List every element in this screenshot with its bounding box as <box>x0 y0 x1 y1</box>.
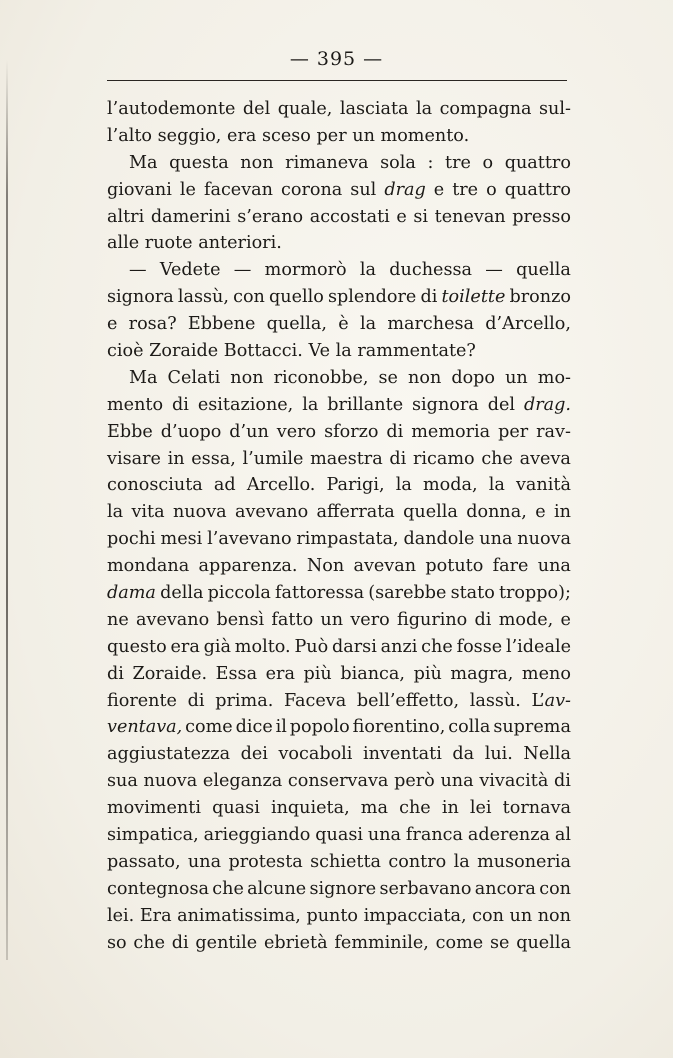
word: Ebbene <box>187 314 256 335</box>
word: potuto <box>425 556 484 577</box>
word: visare <box>107 448 161 469</box>
word: colla <box>448 717 491 738</box>
word: damerini <box>150 206 231 227</box>
word: Celati <box>167 367 221 388</box>
word: la <box>359 314 377 335</box>
word: però <box>394 771 435 792</box>
word: rav- <box>536 421 571 442</box>
word: che <box>133 932 165 953</box>
word: riconobbe, <box>273 367 369 388</box>
word: essa, <box>191 448 236 469</box>
text-line <box>107 607 571 634</box>
word: quello <box>269 287 324 308</box>
word: la <box>335 341 352 362</box>
word: fare <box>492 556 529 577</box>
word: Ma <box>129 367 158 388</box>
word: se <box>378 367 398 388</box>
word: questa <box>169 152 229 173</box>
word: maestra <box>310 448 383 469</box>
word: aveva <box>519 448 571 469</box>
word: meno <box>521 663 571 684</box>
word: con <box>233 287 265 308</box>
word: che <box>399 798 431 819</box>
word: lasciata <box>339 99 409 119</box>
word: un <box>505 367 528 388</box>
word: ad <box>213 475 236 496</box>
word: signore <box>309 878 377 899</box>
word: l’umile <box>242 448 304 469</box>
word: e <box>433 179 445 200</box>
word: fatto <box>271 609 314 630</box>
word: facevan <box>203 179 273 200</box>
body-text <box>107 96 571 957</box>
word: vivacità <box>479 771 549 792</box>
word: ebrietà <box>263 932 328 953</box>
word: alcune <box>247 878 307 899</box>
word: mode, <box>498 609 554 630</box>
word: moda, <box>422 475 478 496</box>
word: compagna <box>439 99 532 119</box>
word: che <box>481 448 513 469</box>
word: suprema <box>493 717 571 738</box>
text-line <box>107 795 571 822</box>
word: femminile, <box>334 932 429 953</box>
word: so <box>107 932 127 953</box>
word: rammentate? <box>357 341 476 362</box>
word: sua <box>107 771 138 792</box>
word: una <box>367 825 402 846</box>
word: la <box>302 394 319 415</box>
word: magra, <box>450 663 514 684</box>
word: fiorente <box>107 690 177 711</box>
word: accostati <box>309 206 390 227</box>
word: una <box>187 851 222 872</box>
word: ruote <box>144 233 193 254</box>
word: presso <box>512 206 571 227</box>
word: bensì <box>216 609 265 630</box>
word: un <box>352 125 375 146</box>
word: drag <box>384 179 426 200</box>
word: ventava, <box>107 717 183 738</box>
text-line <box>107 311 571 338</box>
word: Ebbe <box>107 421 153 442</box>
text-line <box>107 499 571 526</box>
word: Ve <box>308 341 330 362</box>
word: e <box>560 609 571 630</box>
word: simpatica, <box>107 825 199 846</box>
word: quattro <box>504 152 571 173</box>
word: l’ideale <box>505 636 571 657</box>
word: movimenti <box>107 798 201 819</box>
word: di <box>554 771 571 792</box>
word: la <box>107 502 124 523</box>
word: marchesa <box>387 314 475 335</box>
word: Zoraide. <box>132 663 208 684</box>
word: lassù. <box>469 690 521 711</box>
word: una <box>537 556 571 577</box>
word: ne <box>107 609 129 630</box>
word: fosse <box>456 636 503 657</box>
word: ma <box>360 798 388 819</box>
word: figurino <box>396 609 468 630</box>
word: vita <box>131 502 165 523</box>
word: quattro <box>504 179 571 200</box>
word: Vedete <box>159 260 221 281</box>
text-line <box>107 392 571 419</box>
word: protesta <box>228 851 303 872</box>
word: : <box>427 152 434 173</box>
word: — <box>129 260 147 281</box>
word: conosciuta <box>107 475 203 496</box>
word: corona <box>281 179 343 200</box>
word: stato <box>450 583 495 604</box>
word: non <box>240 152 274 173</box>
word: ancora <box>474 878 536 899</box>
word: il <box>275 717 287 738</box>
word: inventati <box>362 744 442 765</box>
word: aggiustatezza <box>107 744 231 765</box>
word: fiorentino, <box>352 717 446 738</box>
word: aderenza <box>467 825 550 846</box>
word: di <box>187 690 205 711</box>
word: sceso <box>261 125 311 146</box>
word: la <box>416 99 433 119</box>
word: donna, <box>466 502 527 523</box>
page-gutter-edge <box>6 60 8 960</box>
word: per <box>316 125 347 146</box>
word: (sarebbe <box>368 583 447 604</box>
text-line <box>107 204 571 231</box>
word: rimaneva <box>285 152 369 173</box>
word: di <box>172 394 189 415</box>
word: era <box>265 663 295 684</box>
word: Era <box>139 905 172 926</box>
word: quella, <box>266 314 328 335</box>
word: Zoraide <box>149 341 219 362</box>
word: in <box>553 502 571 523</box>
word: per <box>498 421 529 442</box>
word: è <box>338 314 349 335</box>
text-line <box>107 876 571 903</box>
word: dandole <box>403 529 475 550</box>
word: piccola <box>207 583 271 604</box>
word: — <box>233 260 252 281</box>
word: del <box>487 394 516 415</box>
word: signora <box>412 394 479 415</box>
word: momento. <box>380 125 470 146</box>
word: schietta <box>310 851 382 872</box>
word: questo <box>107 636 167 657</box>
word: dice <box>235 717 273 738</box>
word: popolo <box>289 717 350 738</box>
word: la <box>488 475 505 496</box>
word: come <box>185 717 233 738</box>
word: quella <box>516 932 571 953</box>
word: se <box>489 932 510 953</box>
word: lui. <box>484 744 513 765</box>
word: giovani <box>107 179 172 200</box>
text-line <box>107 150 571 177</box>
text-line <box>107 526 571 553</box>
text-line <box>107 661 571 688</box>
word: toilette <box>441 287 506 308</box>
word: un <box>509 905 533 926</box>
word: vero <box>276 421 317 442</box>
word: al <box>554 825 571 846</box>
word: di <box>386 421 404 442</box>
word: troppo); <box>498 583 571 604</box>
word: mo- <box>537 367 571 388</box>
word: della <box>160 583 204 604</box>
word: Non <box>306 556 345 577</box>
word: l’autodemonte <box>107 99 236 119</box>
word: Nella <box>523 744 571 765</box>
word: tre <box>445 152 471 173</box>
word: Parigi, <box>326 475 385 496</box>
word: di <box>420 287 438 308</box>
word: avevano <box>234 502 309 523</box>
word: darsi <box>332 636 377 657</box>
word: tre <box>452 179 479 200</box>
word: eleganza <box>202 771 283 792</box>
word: l’alto <box>107 125 152 146</box>
word: dei <box>240 744 268 765</box>
text-line <box>107 257 571 284</box>
word: mondana <box>107 556 190 577</box>
word: afferrata <box>316 502 395 523</box>
text-line <box>107 553 571 580</box>
word: conservava <box>287 771 389 792</box>
word: più <box>413 663 442 684</box>
word: alle <box>107 233 140 254</box>
word: più <box>303 663 332 684</box>
word: da <box>452 744 475 765</box>
word: d’Arcello, <box>485 314 571 335</box>
text-line <box>107 634 571 661</box>
word: un <box>320 609 344 630</box>
word: impacciata, <box>363 905 467 926</box>
word: e <box>107 314 118 335</box>
word: signora <box>107 287 174 308</box>
word: d’un <box>229 421 269 442</box>
text-line <box>107 177 571 204</box>
word: bianca, <box>340 663 405 684</box>
word: una <box>440 771 474 792</box>
word: punto <box>306 905 359 926</box>
word: bell’effetto, <box>356 690 460 711</box>
word: di <box>389 448 407 469</box>
word: gentile <box>195 932 258 953</box>
word: del <box>242 99 271 119</box>
word: si <box>413 206 429 227</box>
word: d’uopo <box>160 421 222 442</box>
word: quella <box>403 502 458 523</box>
word: musoneria <box>477 851 571 872</box>
word: di <box>107 663 124 684</box>
word: non <box>230 367 264 388</box>
word: mesi <box>160 529 203 550</box>
word: franca <box>405 825 463 846</box>
word: rimpastata, <box>296 529 399 550</box>
word: in <box>167 448 185 469</box>
word: Faceva <box>284 690 347 711</box>
word: e <box>396 206 407 227</box>
word: sul <box>350 179 377 200</box>
word: lassù, <box>177 287 229 308</box>
word: s’erano <box>237 206 304 227</box>
text-line <box>107 446 571 473</box>
word: quasi <box>212 798 260 819</box>
word: come <box>435 932 484 953</box>
word: pochi <box>107 529 156 550</box>
word: avevano <box>136 609 210 630</box>
text-line <box>107 230 571 257</box>
word: Essa <box>215 663 258 684</box>
word: contegnosa <box>107 878 209 899</box>
word: quella <box>516 260 571 281</box>
word: che <box>212 878 244 899</box>
word: con <box>472 905 504 926</box>
word: lei <box>469 798 492 819</box>
word: già <box>203 636 231 657</box>
word: mento <box>107 394 164 415</box>
word: vero <box>350 609 390 630</box>
word: tornava <box>502 798 571 819</box>
word: arieggiando <box>203 825 311 846</box>
word: — <box>485 260 503 281</box>
word: non <box>408 367 442 388</box>
word: bronzo <box>509 287 571 308</box>
word: sul- <box>539 99 571 119</box>
text-line <box>107 688 571 715</box>
word: nuova <box>172 502 227 523</box>
text-line <box>107 930 571 957</box>
text-line <box>107 714 571 741</box>
word: vocaboli <box>278 744 353 765</box>
word: una <box>479 529 513 550</box>
word: di <box>171 932 189 953</box>
text-line <box>107 768 571 795</box>
text-line <box>107 741 571 768</box>
word: rosa? <box>128 314 177 335</box>
word: Ma <box>129 152 158 173</box>
text-line <box>107 419 571 446</box>
text-line <box>107 822 571 849</box>
word: dopo <box>451 367 496 388</box>
word: passato, <box>107 851 181 872</box>
word: animatissima, <box>177 905 301 926</box>
word: anteriori. <box>198 233 282 254</box>
word: duchessa <box>389 260 473 281</box>
word: e <box>535 502 546 523</box>
word: o <box>482 152 494 173</box>
word: nuova <box>517 529 571 550</box>
text-line <box>107 365 571 392</box>
word: sforzo <box>324 421 379 442</box>
word: l’avevano <box>207 529 292 550</box>
word: che <box>421 636 453 657</box>
word: molto. <box>234 636 291 657</box>
word: prima. <box>215 690 274 711</box>
text-line <box>107 580 571 607</box>
word: L’av- <box>531 690 571 711</box>
word: fattoressa <box>275 583 365 604</box>
word: Può <box>294 636 329 657</box>
text-line <box>107 903 571 930</box>
word: Arcello. <box>246 475 316 496</box>
word: Bottacci. <box>223 341 303 362</box>
text-line <box>107 472 571 499</box>
word: cioè <box>107 341 144 362</box>
word: apparenza. <box>198 556 298 577</box>
word: le <box>179 179 196 200</box>
word: la <box>359 260 377 281</box>
word: vanità <box>515 475 571 496</box>
text-line <box>107 123 571 150</box>
word: brillante <box>327 394 404 415</box>
word: dama <box>107 583 156 604</box>
text-line <box>107 338 571 365</box>
word: splendore <box>328 287 417 308</box>
word: la <box>395 475 412 496</box>
word: avevan <box>353 556 417 577</box>
word: inquieta, <box>270 798 350 819</box>
word: non <box>537 905 571 926</box>
word: era <box>170 636 200 657</box>
word: altri <box>107 206 145 227</box>
word: lei. <box>107 905 135 926</box>
word: con <box>539 878 571 899</box>
word: quasi <box>315 825 363 846</box>
header-rule <box>107 80 567 81</box>
word: nuova <box>143 771 198 792</box>
word: quale, <box>277 99 333 119</box>
text-line <box>107 284 571 311</box>
word: di <box>474 609 492 630</box>
word: drag. <box>523 394 571 415</box>
text-line <box>107 849 571 876</box>
word: tenevan <box>434 206 506 227</box>
word: memoria <box>411 421 491 442</box>
word: o <box>486 179 497 200</box>
word: era <box>227 125 257 146</box>
word: la <box>453 851 470 872</box>
text-line <box>107 96 571 123</box>
word: esitazione, <box>197 394 294 415</box>
word: in <box>441 798 459 819</box>
word: ricamo <box>412 448 475 469</box>
word: serbavano <box>379 878 472 899</box>
page-number: — 395 — <box>289 48 384 70</box>
word: contro <box>388 851 447 872</box>
word: anzi <box>380 636 418 657</box>
word: mormorò <box>264 260 347 281</box>
word: sola <box>380 152 416 173</box>
word: seggio, <box>157 125 222 146</box>
